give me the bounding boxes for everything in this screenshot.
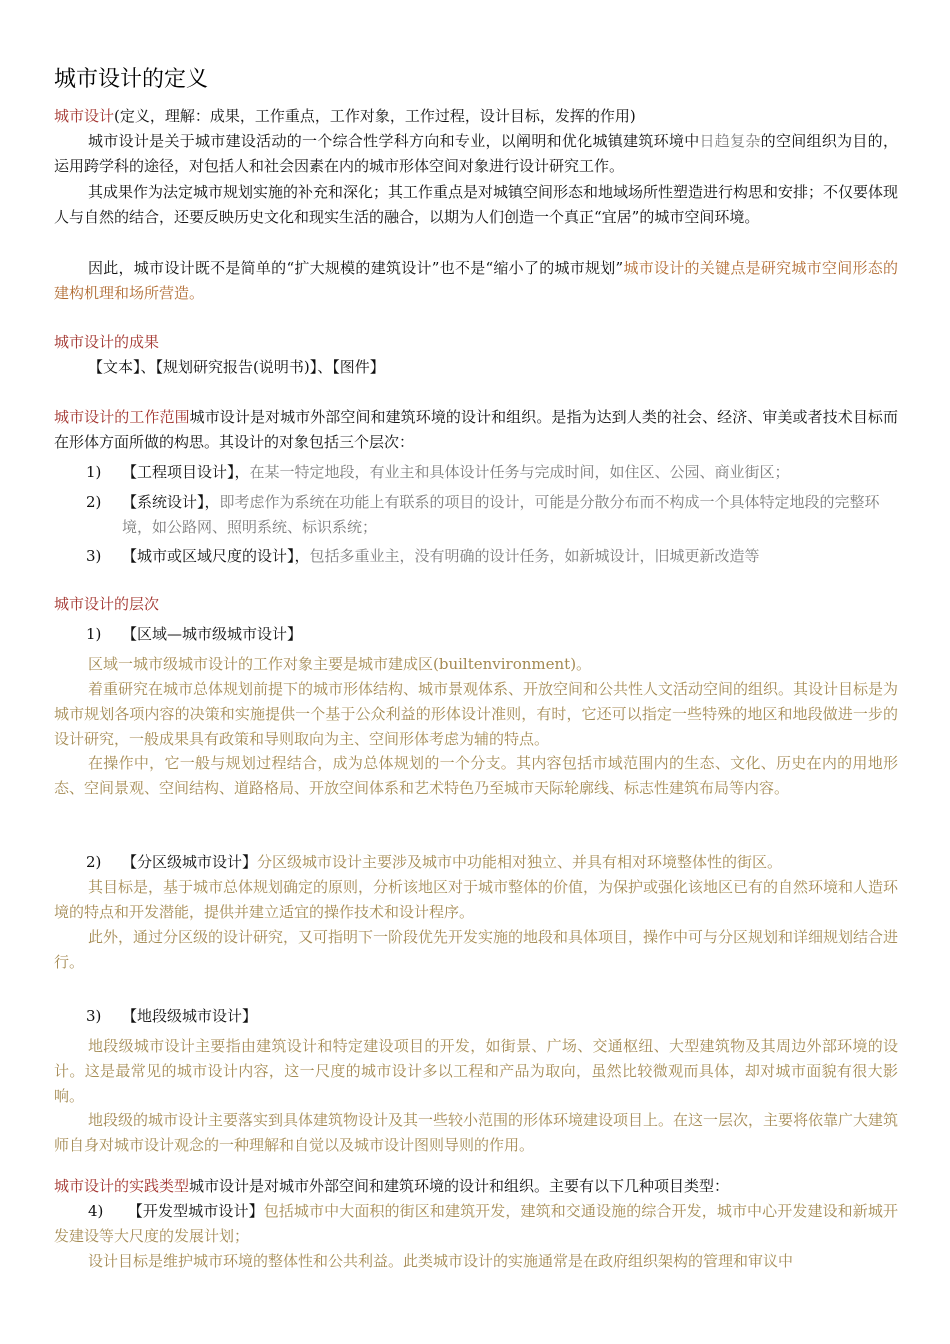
level-1-paragraph-2: 着重研究在城市总体规划前提下的城市形体结构、城市景观体系、开放空间和公共性人文活动空间的组织。其设计目标是为城市规划各项内容的决策和实施提供一个基于公众利益的形体设计准则，有时，它还可以指定一些特殊的地区和地段做进一步的设计研究，一般成果具有政策和导则取向为主、空间形体考虑为辅的特点。 — [54, 680, 899, 748]
page-title: 城市设计的定义 — [54, 67, 209, 92]
results-list: 【文本】、【规划研究报告(说明书)】、【图件】 — [88, 358, 385, 376]
level-desc: 分区级城市设计主要涉及城市中功能相对独立、并具有相对环境整体性的街区。 — [257, 853, 783, 871]
level-name: 【地段级城市设计】 — [122, 1007, 258, 1025]
list-number: 3) — [86, 1007, 102, 1025]
definition-p1-highlight: 日趋复杂 — [699, 132, 761, 150]
scope-item-name: 【工程项目设计】， — [122, 463, 250, 481]
level-1-heading — [54, 622, 898, 647]
scope-text: 城市设计是对城市外部空间和建筑环境的设计和组织。是指为达到人类的社会、经济、审美或者技术目标而在形体方面所做的构思。其设计的对象包括三个层次： — [54, 408, 898, 451]
level-1-paragraph-1: 区域一城市级城市设计的工作对象主要是城市建成区(builtenvironment)。 — [88, 655, 592, 673]
level-2-heading — [54, 850, 898, 875]
practice-item-desc: 包括城市中大面积的街区和建筑开发，建筑和交通设施的综合开发，城市中心开发建设和新城开发建设等大尺度的发展计划； — [54, 1202, 898, 1245]
level-2-paragraph-1: 其目标是，基于城市总体规划确定的原则，分析该地区对于城市整体的价值，为保护或强化该地区已有的自然环境和人造环境的特点和开发潜能，提供并建立适宜的操作技术和设计程序。 — [54, 878, 899, 921]
definition-p3-text: 因此，城市设计既不是简单的“扩大规模的建筑设计”也不是“缩小了的城市规划” — [88, 259, 624, 277]
level-3-heading — [54, 1004, 898, 1029]
scope-item-desc: 在某一特定地段，有业主和具体设计任务与完成时间，如住区、公园、商业街区； — [249, 463, 790, 481]
scope-item-2 — [54, 490, 898, 540]
scope-item-desc: 即考虑作为系统在功能上有联系的项目的设计，可能是分散分布而不构成一个具体特定地段的完整环境，如公路网、照明系统、标识系统； — [122, 493, 880, 536]
practice-label: 城市设计的实践类型 — [54, 1177, 190, 1195]
scope-item-name: 【城市或区域尺度的设计】， — [122, 547, 310, 565]
list-number: 2) — [86, 493, 102, 511]
practice-item-4 — [54, 1199, 898, 1249]
definition-label: 城市设计 — [54, 107, 115, 125]
definition-paragraph-3 — [54, 256, 898, 306]
scope-label: 城市设计的工作范围 — [54, 408, 190, 426]
levels-heading: 城市设计的层次 — [54, 595, 160, 613]
list-number: 1) — [86, 463, 102, 481]
list-number: 4) — [88, 1202, 104, 1220]
list-number: 2) — [86, 853, 102, 871]
level-2-paragraph-2: 此外，通过分区级的设计研究，又可指明下一阶段优先开发实施的地段和具体项目，操作中可与分区规划和详细规划结合进行。 — [54, 928, 899, 971]
scope-item-3 — [54, 544, 898, 569]
level-1-paragraph-3: 在操作中，它一般与规划过程结合，成为总体规划的一个分支。其内容包括市域范围内的生态、文化、历史在内的用地形态、空间景观、空间结构、道路格局、开放空间体系和艺术特色乃至城市天际轮廓线、标志性建筑布局等内容。 — [54, 754, 898, 797]
practice-paragraph — [54, 1174, 898, 1199]
definition-p3-highlight: 城市设计的关键点是研究城市空间形态的建构机理和场所营造。 — [54, 259, 898, 302]
definition-label-suffix: (定义，理解：成果，工作重点，工作对象，工作过程，设计目标，发挥的作用) — [114, 107, 636, 125]
definition-p1-text-end: 的空间组织为目的，运用跨学科的途径，对包括人和社会因素在内的城市形体空间对象进行设计研究工作。 — [54, 132, 898, 175]
definition-paragraph-2: 其成果作为法定城市规划实施的补充和深化；其工作重点是对城镇空间形态和地域场所性塑造进行构思和安排；不仅要体现人与自然的结合，还要反映历史文化和现实生活的融合，以期为人们创造一个真正“宜居”的城市空间环境。 — [54, 183, 899, 226]
scope-paragraph — [54, 405, 898, 455]
definition-p1-text: 城市设计是关于城市建设活动的一个综合性学科方向和专业，以阐明和优化城镇建筑环境中 — [88, 132, 700, 150]
practice-item-name: 【开发型城市设计】 — [127, 1202, 264, 1220]
definition-heading — [54, 104, 898, 129]
scope-item-1 — [54, 460, 898, 485]
results-heading: 城市设计的成果 — [54, 333, 160, 351]
practice-paragraph-1: 设计目标是维护城市环境的整体性和公共利益。此类城市设计的实施通常是在政府组织架构的管理和审议中 — [88, 1252, 794, 1270]
definition-paragraph-1 — [54, 129, 898, 179]
scope-item-desc: 包括多重业主，没有明确的设计任务，如新城设计，旧城更新改造等 — [309, 547, 760, 565]
practice-text: 城市设计是对城市外部空间和建筑环境的设计和组织。主要有以下几种项目类型： — [189, 1177, 730, 1195]
list-number: 3) — [86, 547, 102, 565]
list-number: 1) — [86, 625, 102, 643]
level-3-paragraph-1: 地段级城市设计主要指由建筑设计和特定建设项目的开发，如街景、广场、交通枢纽、大型建筑物及其周边外部环境的设计。这是最常见的城市设计内容，这一尺度的城市设计多以工程和产品为取向，虽然比较微观而具体，却对城市面貌有很大影响。 — [54, 1037, 898, 1105]
level-name: 【区域—城市级城市设计】 — [122, 625, 303, 643]
level-name: 【分区级城市设计】 — [122, 853, 258, 871]
scope-item-name: 【系统设计】， — [122, 493, 220, 511]
level-3-paragraph-2: 地段级的城市设计主要落实到具体建筑物设计及其一些较小范围的形体环境建设项目上。在这一层次，主要将依靠广大建筑师自身对城市设计观念的一种理解和自觉以及城市设计图则导则的作用。 — [54, 1111, 899, 1154]
